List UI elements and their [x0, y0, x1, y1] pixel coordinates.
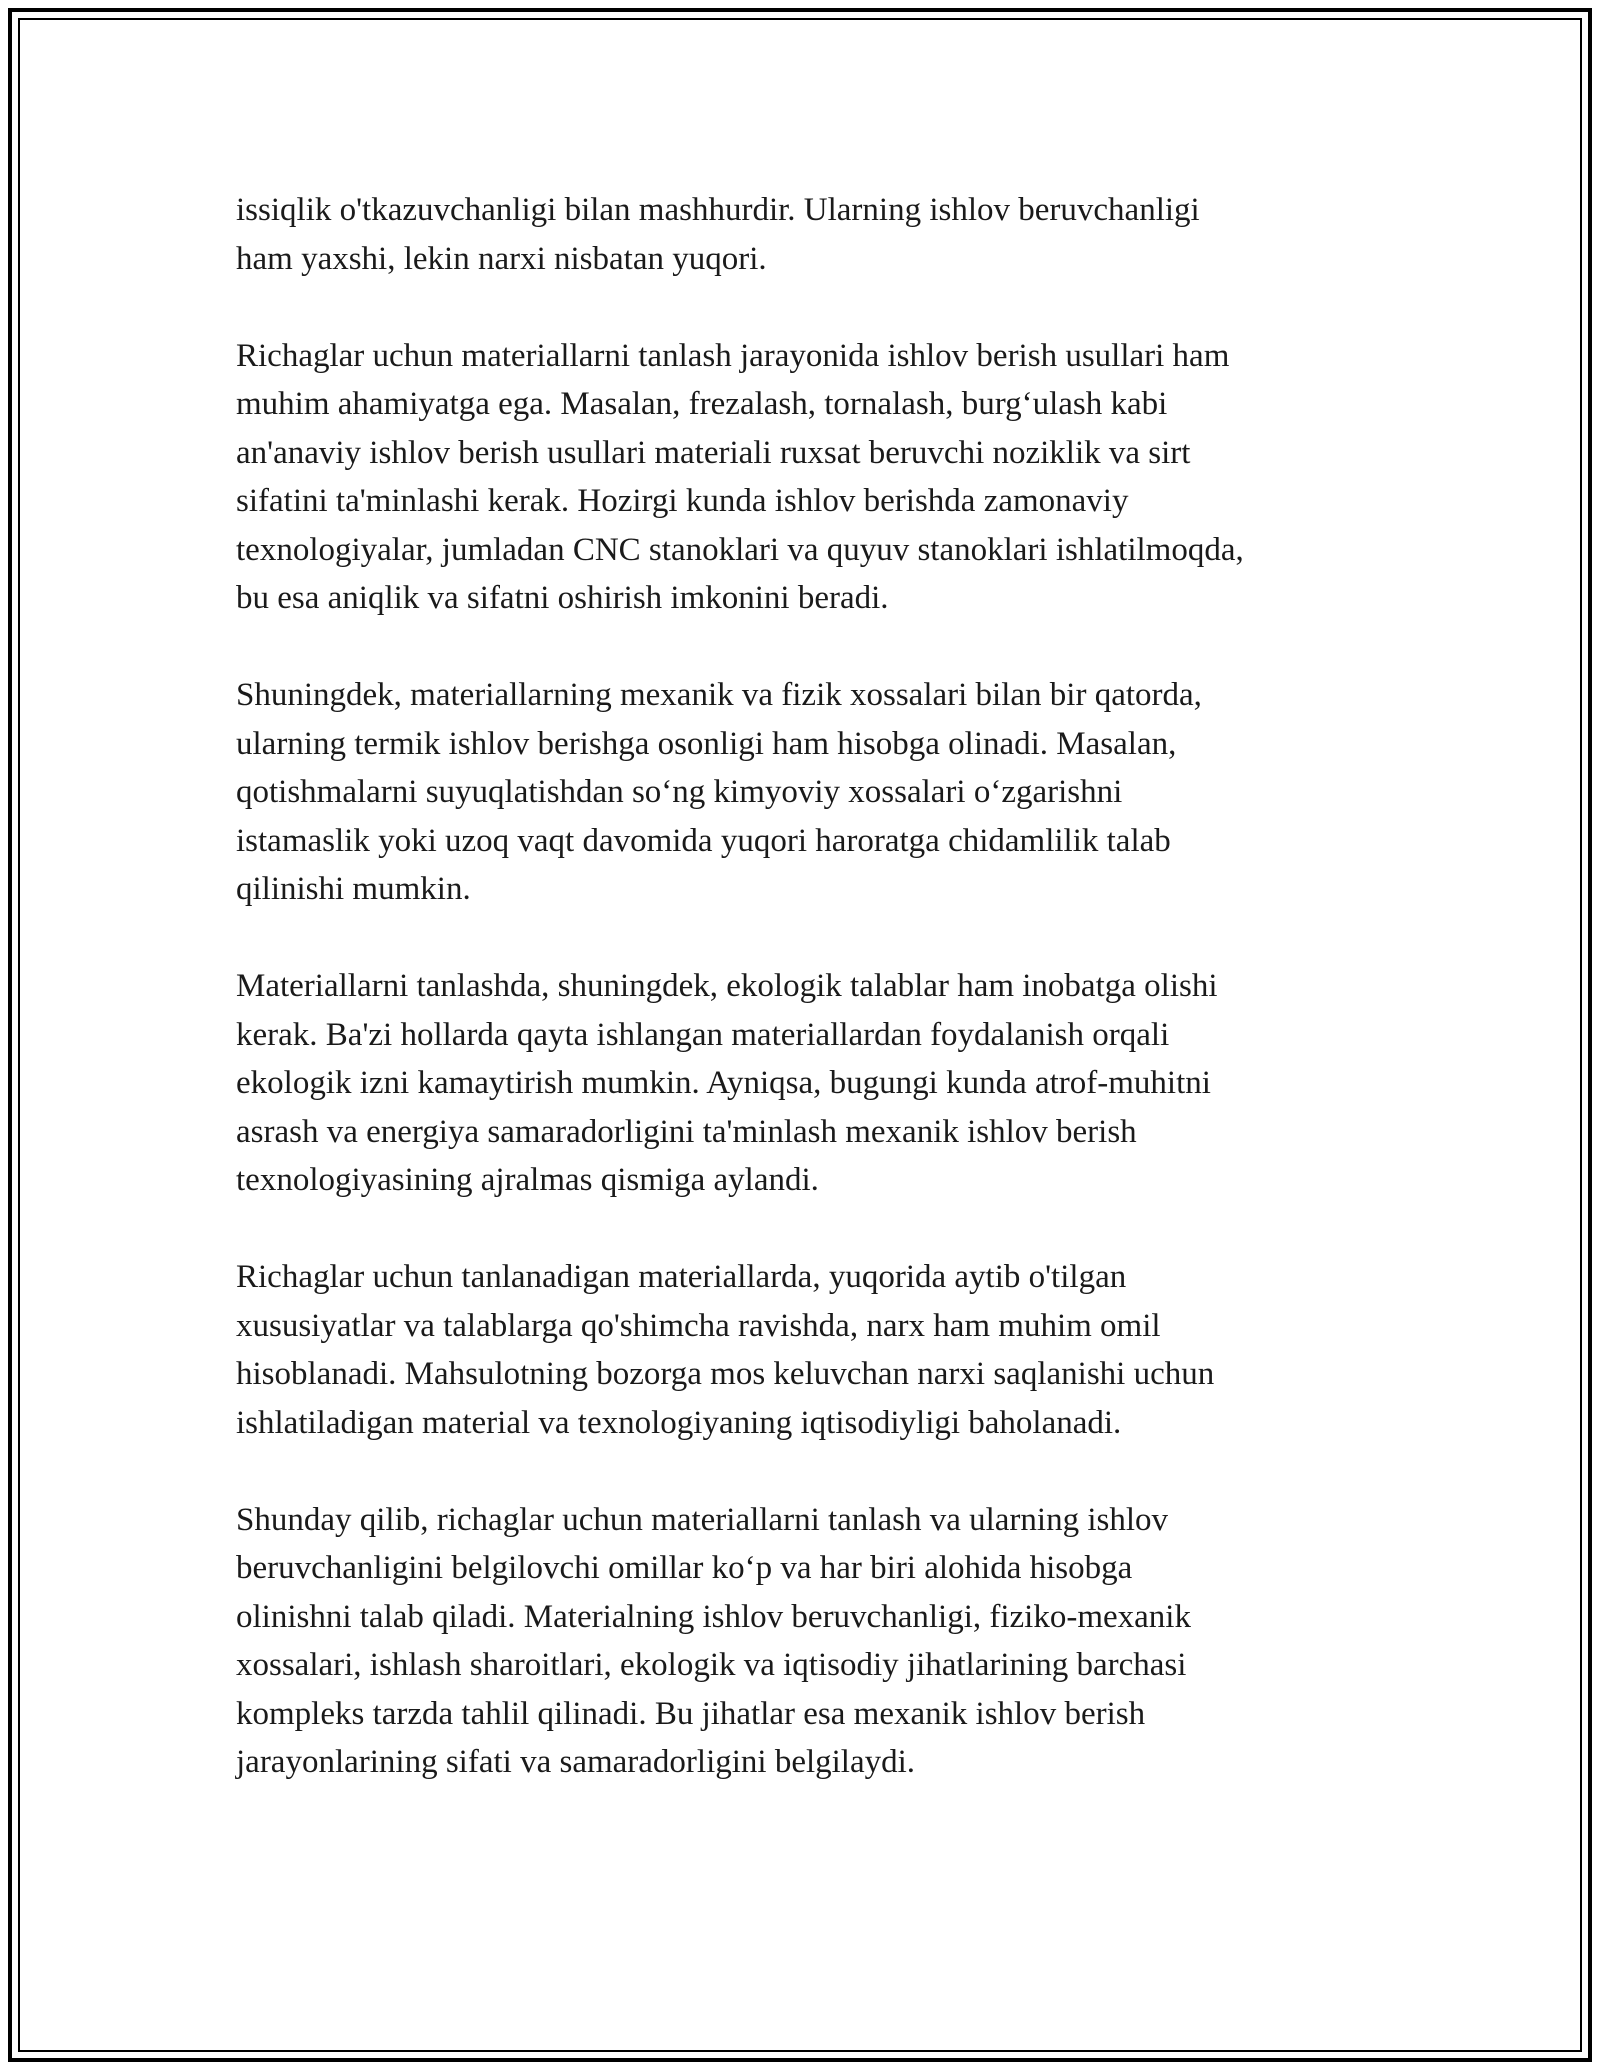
paragraph-3: Shuningdek, materiallarning mexanik va fizik xossalari bilan bir qatorda, ularning termik ishlov berishga osonligi ham hisobga olinadi. Masalan, qotishmalarni suyuqlatishdan so‘ng kimyoviy xossalari o‘zgarishni istamaslik yoki uzoq vaqt davomida yuqori haroratga chidamlilik talab qilinishi mumkin.: [236, 677, 1202, 907]
paragraph-4: Materiallarni tanlashda, shuningdek, ekologik talablar ham inobatga olishi kerak. Ba'zi hollarda qayta ishlangan materiallardan foydalanish orqali ekologik izni kamaytirish mumkin. Ayniqsa, bugungi kunda atrof-muhitni asrash va energiya samaradorligini ta'minlash mexanik ishlov berish texnologiyasining ajralmas qismiga aylandi.: [236, 968, 1218, 1198]
document-body: [236, 186, 1386, 1835]
paragraph-5: Richaglar uchun tanlanadigan materiallarda, yuqorida aytib o'tilgan xususiyatlar va talablarga qo'shimcha ravishda, narx ham muhim omil hisoblanadi. Mahsulotning bozorga mos keluvchan narxi saqlanishi uchun ishlatiladigan material va texnologiyaning iqtisodiyligi baholanadi.: [236, 1259, 1215, 1441]
paragraph-2: Richaglar uchun materiallarni tanlash jarayonida ishlov berish usullari ham muhim ahamiyatga ega. Masalan, frezalash, tornalash, burg‘ulash kabi an'anaviy ishlov berish usullari materiali ruxsat beruvchi noziklik va sirt sifatini ta'minlashi kerak. Hozirgi kunda ishlov berishda zamonaviy texnologiyalar, jumladan CNC stanoklari va quyuv stanoklari ishlatilmoqda, bu esa aniqlik va sifatni oshirish imkonini beradi.: [236, 337, 1244, 616]
paragraph-6: Shunday qilib, richaglar uchun materiallarni tanlash va ularning ishlov beruvchanligini belgilovchi omillar ko‘p va har biri alohida hisobga olinishni talab qiladi. Materialning ishlov beruvchanligi, fiziko-mexanik xossalari, ishlash sharoitlari, ekologik va iqtisodiy jihatlarining barchasi kompleks tarzda tahlil qilinadi. Bu jihatlar esa mexanik ishlov berish jarayonlarining sifati va samaradorligini belgilaydi.: [236, 1501, 1191, 1780]
paragraph-1: issiqlik o'tkazuvchanligi bilan mashhurdir. Ularning ishlov beruvchanligi ham yaxshi, lekin narxi nisbatan yuqori.: [236, 192, 1200, 277]
